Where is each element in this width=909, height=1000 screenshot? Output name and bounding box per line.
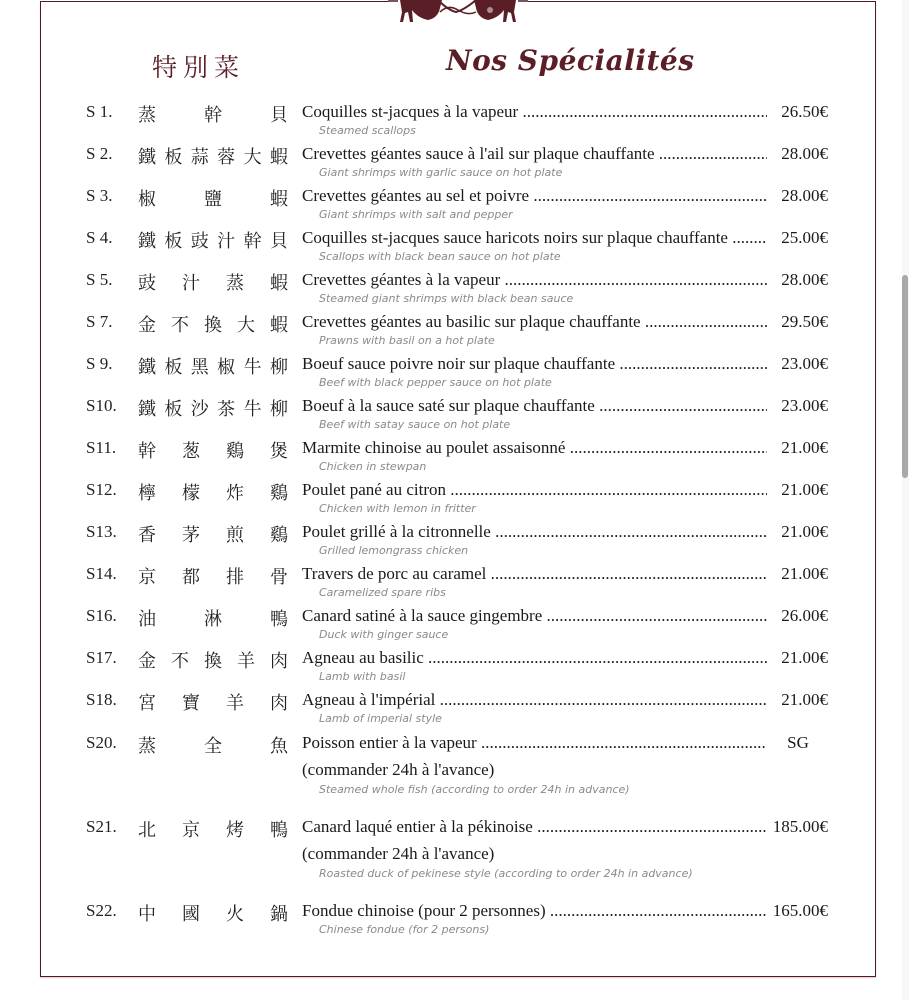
chinese-character: 羊 bbox=[237, 651, 255, 672]
item-english-description: Roasted duck of pekinese style (according to order 24h in advance) bbox=[319, 867, 693, 880]
item-chinese-name bbox=[138, 900, 288, 926]
chinese-character: 宮 bbox=[138, 693, 156, 714]
item-chinese-name bbox=[138, 311, 288, 337]
chinese-character: 大 bbox=[243, 147, 262, 168]
item-chinese-name bbox=[138, 185, 288, 211]
chinese-character: 椒 bbox=[138, 189, 156, 210]
item-price: 165.00€ bbox=[772, 901, 828, 920]
item-french-name bbox=[302, 901, 767, 921]
chinese-character: 蒸 bbox=[138, 736, 156, 757]
item-price: SG bbox=[787, 733, 809, 752]
item-english-description: Steamed scallops bbox=[319, 124, 416, 137]
chinese-character: 牛 bbox=[243, 357, 262, 378]
item-french-name bbox=[302, 817, 767, 837]
french-name-text: Canard laqué entier à la pékinoise ..... bbox=[302, 817, 767, 836]
chinese-character: 大 bbox=[237, 315, 255, 336]
item-price: 28.00€ bbox=[781, 270, 828, 289]
french-name-text: Canard satiné à la sauce gingembre ..... bbox=[302, 606, 767, 625]
item-code: S16. bbox=[86, 606, 117, 625]
item-code: S12. bbox=[86, 480, 117, 499]
item-price: 21.00€ bbox=[781, 648, 828, 667]
item-price: 21.00€ bbox=[781, 690, 828, 709]
chinese-character: 鐵 bbox=[138, 147, 156, 168]
chinese-character: 蒜 bbox=[190, 147, 209, 168]
chinese-character: 北 bbox=[138, 820, 156, 841]
french-name-text: Boeuf à la sauce saté sur plaque chauffante ..... bbox=[302, 396, 767, 415]
chinese-character: 煎 bbox=[226, 525, 244, 546]
chinese-character: 牛 bbox=[243, 399, 262, 420]
chinese-character: 豉 bbox=[138, 273, 156, 294]
chinese-character: 京 bbox=[138, 567, 156, 588]
french-name-text: Coquilles st-jacques à la vapeur ..... bbox=[302, 102, 767, 121]
item-price: 21.00€ bbox=[781, 438, 828, 457]
item-chinese-name bbox=[138, 563, 288, 589]
item-english-description: Steamed whole fish (according to order 24h in advance) bbox=[319, 783, 630, 796]
chinese-character: 中 bbox=[138, 904, 156, 925]
item-code: S13. bbox=[86, 522, 117, 541]
chinese-character: 檸 bbox=[138, 483, 156, 504]
item-english-description: Prawns with basil on a hot plate bbox=[319, 334, 495, 347]
chinese-character: 京 bbox=[182, 820, 200, 841]
chinese-character: 骨 bbox=[270, 567, 288, 588]
chinese-character: 魚 bbox=[270, 736, 288, 757]
chinese-character: 幹 bbox=[138, 441, 156, 462]
item-french-name bbox=[302, 396, 767, 416]
item-english-description: Lamb of imperial style bbox=[319, 712, 442, 725]
item-english-description: Grilled lemongrass chicken bbox=[319, 544, 469, 557]
chinese-character: 鐵 bbox=[138, 399, 156, 420]
chinese-character: 鐵 bbox=[138, 231, 156, 252]
chinese-character: 汁 bbox=[182, 273, 200, 294]
item-chinese-name bbox=[138, 395, 288, 421]
chinese-character: 幹 bbox=[243, 231, 262, 252]
french-name-text: Crevettes géantes à la vapeur ..... bbox=[302, 270, 767, 289]
chinese-character: 蝦 bbox=[270, 189, 288, 210]
item-chinese-name bbox=[138, 227, 288, 253]
item-french-name bbox=[302, 228, 767, 248]
chinese-character: 幹 bbox=[204, 105, 222, 126]
item-chinese-name bbox=[138, 269, 288, 295]
scrollbar-thumb[interactable] bbox=[902, 275, 908, 478]
item-french-note: (commander 24h à l'avance) bbox=[302, 844, 495, 863]
item-price: 28.00€ bbox=[781, 144, 828, 163]
chinese-character: 鷄 bbox=[270, 483, 288, 504]
french-name-text: Crevettes géantes au sel et poivre ..... bbox=[302, 186, 767, 205]
chinese-character: 排 bbox=[226, 567, 244, 588]
chinese-character: 柳 bbox=[269, 357, 288, 378]
chinese-character: 鷄 bbox=[226, 441, 244, 462]
chinese-character: 柳 bbox=[269, 399, 288, 420]
item-code: S 3. bbox=[86, 186, 113, 205]
item-french-name bbox=[302, 480, 767, 500]
item-chinese-name bbox=[138, 353, 288, 379]
chinese-character: 豉 bbox=[190, 231, 209, 252]
item-english-description: Chicken in stewpan bbox=[319, 460, 427, 473]
item-french-name bbox=[302, 733, 767, 753]
chinese-character: 鴨 bbox=[270, 820, 288, 841]
chinese-character: 檬 bbox=[182, 483, 200, 504]
item-price: 26.50€ bbox=[781, 102, 828, 121]
item-english-description: Caramelized spare ribs bbox=[319, 586, 446, 599]
item-chinese-name bbox=[138, 605, 288, 631]
chinese-character: 板 bbox=[164, 399, 183, 420]
item-price: 21.00€ bbox=[781, 480, 828, 499]
chinese-character: 葱 bbox=[182, 441, 200, 462]
item-french-name bbox=[302, 144, 767, 164]
header-french-title: Nos Spécialités bbox=[446, 44, 695, 77]
item-chinese-name bbox=[138, 816, 288, 842]
item-code: S22. bbox=[86, 901, 117, 920]
item-english-description: Lamb with basil bbox=[319, 670, 406, 683]
item-code: S 4. bbox=[86, 228, 113, 247]
item-english-description: Beef with satay sauce on hot plate bbox=[319, 418, 511, 431]
chinese-character: 蒸 bbox=[138, 105, 156, 126]
chinese-character: 寶 bbox=[182, 693, 200, 714]
item-english-description: Scallops with black bean sauce on hot plate bbox=[319, 250, 561, 263]
item-chinese-name bbox=[138, 437, 288, 463]
item-code: S 7. bbox=[86, 312, 113, 331]
item-price: 26.00€ bbox=[781, 606, 828, 625]
french-name-text: Crevettes géantes au basilic sur plaque chauffante ..... bbox=[302, 312, 767, 331]
item-price: 23.00€ bbox=[781, 396, 828, 415]
item-price: 185.00€ bbox=[772, 817, 828, 836]
french-name-text: Coquilles st-jacques sauce haricots noirs sur plaque chauffante ..... bbox=[302, 228, 767, 247]
item-french-name bbox=[302, 270, 767, 290]
chinese-character: 炸 bbox=[226, 483, 244, 504]
header-chinese-title: 特別菜 bbox=[152, 53, 246, 82]
item-french-name bbox=[302, 438, 767, 458]
item-english-description: Giant shrimps with salt and pepper bbox=[319, 208, 513, 221]
item-price: 23.00€ bbox=[781, 354, 828, 373]
item-french-name bbox=[302, 690, 767, 710]
chinese-character: 椒 bbox=[217, 357, 236, 378]
chinese-character: 肉 bbox=[270, 693, 288, 714]
item-chinese-name bbox=[138, 521, 288, 547]
chinese-character: 板 bbox=[164, 231, 183, 252]
chinese-character: 都 bbox=[182, 567, 200, 588]
chinese-character: 油 bbox=[138, 609, 156, 630]
chinese-character: 鷄 bbox=[270, 525, 288, 546]
item-english-description: Duck with ginger sauce bbox=[319, 628, 449, 641]
chinese-character: 國 bbox=[182, 904, 200, 925]
two-deer-ornament-icon bbox=[388, 0, 528, 26]
item-code: S14. bbox=[86, 564, 117, 583]
chinese-character: 鐵 bbox=[138, 357, 156, 378]
chinese-character: 羊 bbox=[226, 693, 244, 714]
item-code: S 2. bbox=[86, 144, 113, 163]
chinese-character: 火 bbox=[226, 904, 244, 925]
item-code: S 1. bbox=[86, 102, 113, 121]
item-french-name bbox=[302, 522, 767, 542]
chinese-character: 金 bbox=[138, 651, 156, 672]
chinese-character: 金 bbox=[138, 315, 156, 336]
item-french-name bbox=[302, 606, 767, 626]
chinese-character: 蝦 bbox=[270, 273, 288, 294]
french-name-text: Marmite chinoise au poulet assaisonné ..... bbox=[302, 438, 767, 457]
chinese-character: 貝 bbox=[269, 231, 288, 252]
chinese-character: 蝦 bbox=[269, 147, 288, 168]
item-code: S17. bbox=[86, 648, 117, 667]
item-chinese-name bbox=[138, 143, 288, 169]
chinese-character: 茶 bbox=[217, 399, 236, 420]
item-price: 28.00€ bbox=[781, 186, 828, 205]
chinese-character: 板 bbox=[164, 357, 183, 378]
item-english-description: Steamed giant shrimps with black bean sauce bbox=[319, 292, 574, 305]
item-price: 21.00€ bbox=[781, 564, 828, 583]
french-name-text: Crevettes géantes sauce à l'ail sur plaque chauffante ..... bbox=[302, 144, 767, 163]
item-french-name bbox=[302, 354, 767, 374]
item-code: S20. bbox=[86, 733, 117, 752]
french-name-text: Boeuf sauce poivre noir sur plaque chauffante ..... bbox=[302, 354, 767, 373]
item-french-name bbox=[302, 312, 767, 332]
item-chinese-name bbox=[138, 479, 288, 505]
french-name-text: Poulet grillé à la citronnelle ..... bbox=[302, 522, 767, 541]
item-french-name bbox=[302, 564, 767, 584]
item-code: S 5. bbox=[86, 270, 113, 289]
item-code: S21. bbox=[86, 817, 117, 836]
item-price: 25.00€ bbox=[781, 228, 828, 247]
item-english-description: Beef with black pepper sauce on hot plate bbox=[319, 376, 552, 389]
chinese-character: 肉 bbox=[270, 651, 288, 672]
french-name-text: Agneau au basilic ..... bbox=[302, 648, 767, 667]
item-english-description: Chicken with lemon in fritter bbox=[319, 502, 476, 515]
item-chinese-name bbox=[138, 101, 288, 127]
chinese-character: 蓉 bbox=[217, 147, 236, 168]
chinese-character: 板 bbox=[164, 147, 183, 168]
french-name-text: Poisson entier à la vapeur ..... bbox=[302, 733, 767, 752]
item-code: S18. bbox=[86, 690, 117, 709]
chinese-character: 不 bbox=[171, 651, 189, 672]
item-code: S10. bbox=[86, 396, 117, 415]
chinese-character: 香 bbox=[138, 525, 156, 546]
chinese-character: 全 bbox=[204, 736, 222, 757]
french-name-text: Agneau à l'impérial ..... bbox=[302, 690, 767, 709]
chinese-character: 沙 bbox=[190, 399, 209, 420]
item-chinese-name bbox=[138, 732, 288, 758]
item-chinese-name bbox=[138, 689, 288, 715]
chinese-character: 茅 bbox=[182, 525, 200, 546]
item-french-name bbox=[302, 186, 767, 206]
chinese-character: 淋 bbox=[204, 609, 222, 630]
chinese-character: 貝 bbox=[270, 105, 288, 126]
chinese-character: 黑 bbox=[190, 357, 209, 378]
item-code: S 9. bbox=[86, 354, 113, 373]
item-chinese-name bbox=[138, 647, 288, 673]
chinese-character: 煲 bbox=[270, 441, 288, 462]
french-name-text: Poulet pané au citron ..... bbox=[302, 480, 767, 499]
item-english-description: Chinese fondue (for 2 persons) bbox=[319, 923, 490, 936]
item-price: 29.50€ bbox=[781, 312, 828, 331]
item-english-description: Giant shrimps with garlic sauce on hot plate bbox=[319, 166, 563, 179]
item-code: S11. bbox=[86, 438, 117, 457]
chinese-character: 烤 bbox=[226, 820, 244, 841]
chinese-character: 不 bbox=[171, 315, 189, 336]
chinese-character: 換 bbox=[204, 315, 222, 336]
chinese-character: 鍋 bbox=[270, 904, 288, 925]
chinese-character: 蝦 bbox=[270, 315, 288, 336]
chinese-character: 鴨 bbox=[270, 609, 288, 630]
chinese-character: 汁 bbox=[217, 231, 236, 252]
french-name-text: Fondue chinoise (pour 2 personnes) ..... bbox=[302, 901, 767, 920]
chinese-character: 蒸 bbox=[226, 273, 244, 294]
chinese-character: 換 bbox=[204, 651, 222, 672]
item-french-name bbox=[302, 648, 767, 668]
item-french-name bbox=[302, 102, 767, 122]
item-french-note: (commander 24h à l'avance) bbox=[302, 760, 495, 779]
french-name-text: Travers de porc au caramel ..... bbox=[302, 564, 767, 583]
chinese-character: 鹽 bbox=[204, 189, 222, 210]
item-price: 21.00€ bbox=[781, 522, 828, 541]
